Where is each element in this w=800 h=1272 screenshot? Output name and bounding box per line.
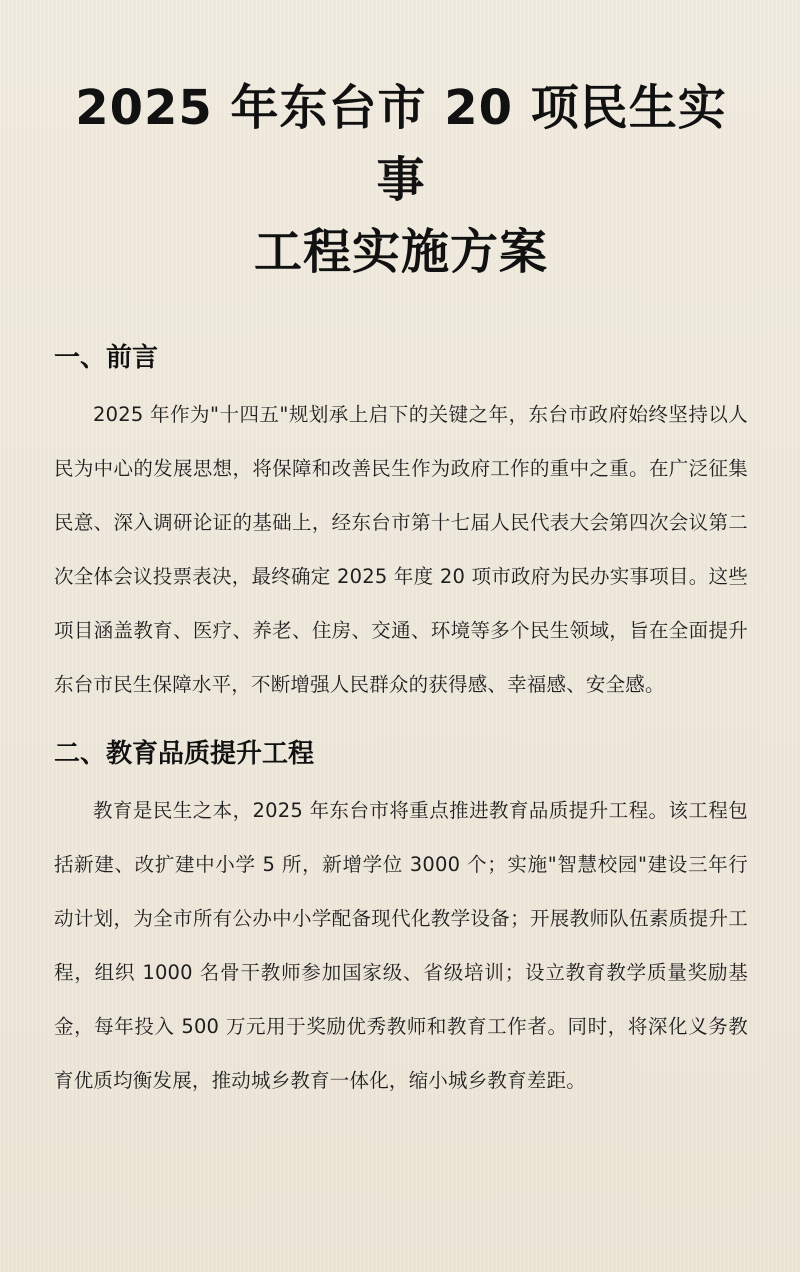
section-preface bbox=[54, 338, 748, 712]
document-title bbox=[54, 0, 748, 288]
section-paragraph-education: 教育是民生之本，2025 年东台市将重点推进教育品质提升工程。该工程包括新建、改扩建中小学 5 所，新增学位 3000 个；实施"智慧校园"建设三年行动计划，为全市所有公办中小学配备现代化教学设备；开展教师队伍素质提升工程，组织 1000 名骨干教师参加国家级、省级培训；设立教育教学质量奖励基金，每年投入 500 万元用于奖励优秀教师和教育工作者。同时，将深化义务教育优质均衡发展，推动城乡教育一体化，缩小城乡教育差距。 bbox=[54, 799, 748, 1092]
section-heading-education: 二、教育品质提升工程 bbox=[54, 739, 315, 769]
section-education bbox=[54, 734, 748, 1108]
section-paragraph-preface: 2025 年作为"十四五"规划承上启下的关键之年，东台市政府始终坚持以人民为中心的发展思想，将保障和改善民生作为政府工作的重中之重。在广泛征集民意、深入调研论证的基础上，经东台市第十七届人民代表大会第四次会议第二次全体会议投票表决，最终确定 2025 年度 20 项市政府为民办实事项目。这些项目涵盖教育、医疗、养老、住房、交通、环境等多个民生领域，旨在全面提升东台市民生保障水平，不断增强人民群众的获得感、幸福感、安全感。 bbox=[54, 403, 748, 696]
title-line-1: 2025 年东台市 20 项民生实事 bbox=[75, 80, 727, 208]
title-line-2: 工程实施方案 bbox=[253, 224, 548, 280]
section-heading-preface: 一、前言 bbox=[54, 343, 159, 373]
